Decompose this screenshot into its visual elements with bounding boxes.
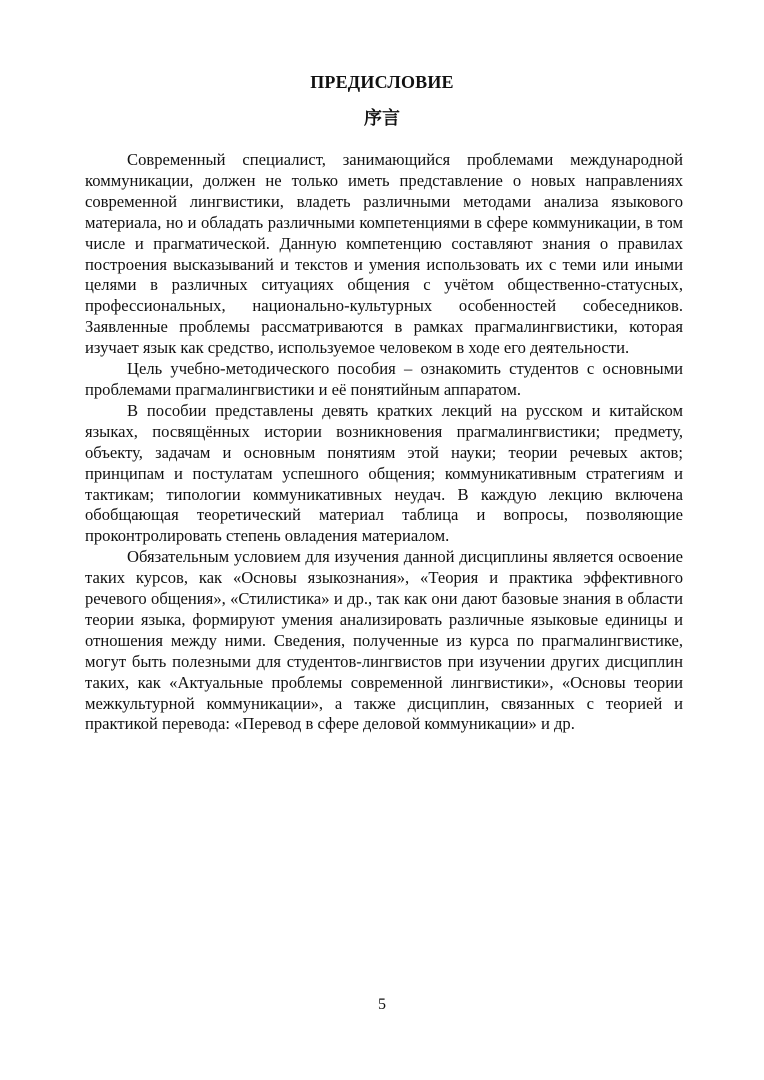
paragraph: Современный специалист, занимающийся проблемами международной коммуникации, должен не только иметь представление о новых направлениях современной лингвистики, владеть различными методами анализа языкового материала, но и обладать различными компетенциями в сфере коммуникации, в том числе и прагматической. Данную компетенцию составляют знания о правилах построения высказываний и текстов и умения использовать их с теми или иными целями в различных ситуациях общения с учётом общественно-статусных, профессиональных, национально-культурных особенностей собеседников. Заявленные проблемы рассматриваются в рамках прагмалингвистики, которая изучает язык как средство, используемое человеком в ходе его деятельности. [85,150,683,358]
body-text [85,150,683,735]
paragraph: Обязательным условием для изучения данной дисциплины является освоение таких курсов, как «Основы языкознания», «Теория и практика эффективного речевого общения», «Стилистика» и др., так как они дают базовые знания в области теории языка, формируют умения анализировать различные языковые единицы и отношения между ними. Сведения, полученные из курса по прагмалингвистике, могут быть полезными для студентов-лингвистов при изучении других дисциплин таких, как «Актуальные проблемы современной лингвистики», «Основы теории межкультурной коммуникации», а также дисциплин, связанных с теорией и практикой перевода: «Перевод в сфере деловой коммуникации» и др. [85,547,683,734]
page-subtitle: 序言 [364,108,400,129]
paragraph: В пособии представлены девять кратких лекций на русском и китайском языках, посвящённых истории возникновения прагмалингвистики; предмету, объекту, задачам и основным понятиям этой науки; теории речевых актов; принципам и постулатам успешного общения; коммуникативным стратегиям и тактикам; типологии коммуникативных неудач. В каждую лекцию включена обобщающая теоретический материал таблица и вопросы, позволяющие проконтролировать степень овладения материалом. [85,400,683,546]
page-number: 5 [378,996,386,1013]
paragraph: Цель учебно-методического пособия – ознакомить студентов с основными проблемами прагмалингвистики и её понятийным аппаратом. [85,359,683,399]
page-title: ПРЕДИСЛОВИЕ [310,72,454,92]
